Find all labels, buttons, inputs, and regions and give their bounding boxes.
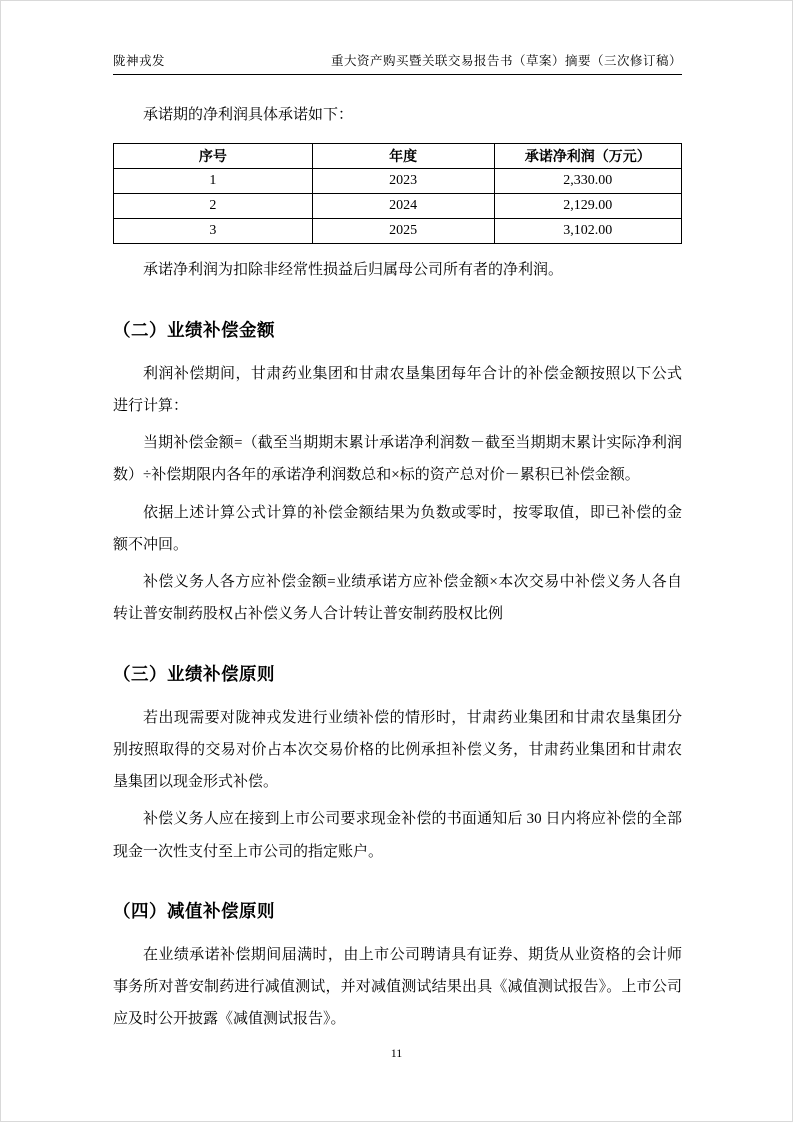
header-document-title: 重大资产购买暨关联交易报告书（草案）摘要（三次修订稿） — [330, 54, 682, 68]
section-paragraphs — [113, 358, 682, 631]
section — [113, 661, 682, 868]
page-content — [113, 99, 682, 1036]
table-row — [114, 169, 682, 194]
paragraph: 当期补偿金额=（截至当期期末累计承诺净利润数－截至当期期末累计实际净利润数）÷补偿期限内各年的承诺净利润数总和×标的资产总对价－累积已补偿金额。 — [113, 435, 682, 484]
header-company-name: 陇神戎发 — [113, 54, 166, 68]
table-cell-year: 2023 — [312, 169, 494, 194]
section-paragraphs — [113, 702, 682, 868]
net-profit-promise-table — [113, 143, 682, 244]
paragraph: 在业绩承诺补偿期间届满时，由上市公司聘请具有证券、期货从业资格的会计师事务所对普安制药进行减值测试，并对减值测试结果出具《减值测试报告》。上市公司应及时公开披露《减值测试报告》。 — [113, 946, 682, 1028]
promise-table-body — [114, 169, 682, 244]
table-cell-index: 1 — [114, 169, 313, 194]
table-header-cell: 序号 — [114, 144, 313, 169]
section-heading: （四）减值补偿原则 — [113, 900, 275, 921]
section — [113, 898, 682, 1036]
table-row — [114, 194, 682, 219]
paragraph: 依据上述计算公式计算的补偿金额结果为负数或零时，按零取值，即已补偿的金额不冲回。 — [113, 504, 682, 553]
page-number: 11 — [390, 1046, 403, 1060]
page-header — [113, 51, 682, 75]
section — [113, 317, 682, 631]
table-cell-index: 3 — [114, 219, 313, 244]
table-row — [114, 219, 682, 244]
paragraph: 若出现需要对陇神戎发进行业绩补偿的情形时，甘肃药业集团和甘肃农垦集团分别按照取得的交易对价占本次交易价格的比例承担补偿义务，甘肃药业集团和甘肃农垦集团以现金形式补偿。 — [113, 709, 682, 790]
sections — [113, 317, 682, 1036]
table-cell-promised-profit: 2,330.00 — [494, 169, 681, 194]
paragraph: 利润补偿期间，甘肃药业集团和甘肃农垦集团每年合计的补偿金额按照以下公式进行计算： — [113, 365, 682, 414]
section-paragraphs — [113, 939, 682, 1036]
intro-paragraph: 承诺期的净利润具体承诺如下： — [143, 107, 354, 123]
paragraph: 补偿义务人各方应补偿金额=业绩承诺方应补偿金额×本次交易中补偿义务人各自转让普安制药股权占补偿义务人合计转让普安制药股权比例 — [113, 574, 682, 623]
section-heading: （三）业绩补偿原则 — [113, 663, 275, 684]
table-cell-index: 2 — [114, 194, 313, 219]
section-heading: （二）业绩补偿金额 — [113, 319, 275, 340]
paragraph: 补偿义务人应在接到上市公司要求现金补偿的书面通知后 30 日内将应补偿的全部现金一次性支付至上市公司的指定账户。 — [113, 811, 682, 860]
table-cell-promised-profit: 3,102.00 — [494, 219, 681, 244]
table-note-paragraph: 承诺净利润为扣除非经常性损益后归属母公司所有者的净利润。 — [143, 262, 564, 279]
table-cell-year: 2024 — [312, 194, 494, 219]
table-header-row — [114, 144, 682, 169]
table-cell-promised-profit: 2,129.00 — [494, 194, 681, 219]
table-header-cell: 年度 — [312, 144, 494, 169]
table-header-cell: 承诺净利润（万元） — [494, 144, 681, 169]
table-cell-year: 2025 — [312, 219, 494, 244]
